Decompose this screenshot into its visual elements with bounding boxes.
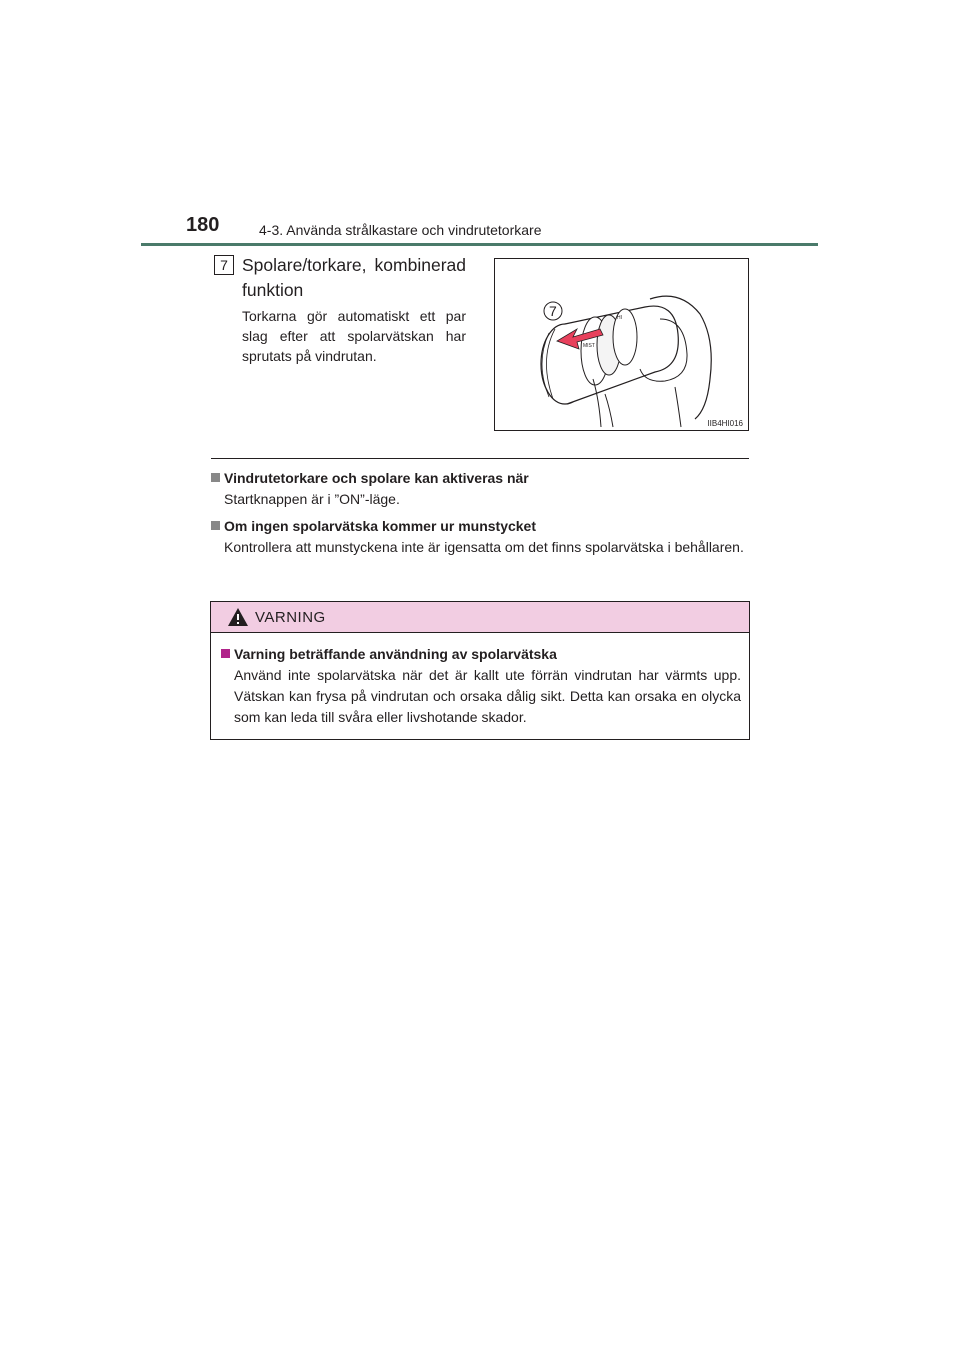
square-bullet-icon — [221, 649, 230, 658]
wiper-lever-illustration — [494, 258, 749, 431]
svg-text:MIST: MIST — [583, 343, 595, 349]
note-heading: Vindrutetorkare och spolare kan aktiveras när — [211, 468, 745, 489]
warning-content — [221, 644, 741, 728]
svg-text:HI: HI — [617, 315, 622, 321]
note-heading: Om ingen spolarvätska kommer ur munstycket — [211, 516, 745, 537]
square-bullet-icon — [211, 473, 220, 482]
note-body: Kontrollera att munstyckena inte är igensatta om det finns spolarvätska i behållaren. — [224, 539, 744, 555]
section-title: 4-3. Använda strålkastare och vindrutetorkare — [259, 222, 542, 238]
illustration-callout: 7 — [549, 303, 557, 319]
header-rule — [141, 243, 818, 246]
item-description: Torkarna gör automatiskt ett par slag efter att spolarvätskan har sprutats på vindrutan. — [242, 308, 466, 364]
warning-header — [211, 602, 749, 633]
item-heading: Spolare/torkare, kombinerad funktion — [242, 255, 466, 300]
section-divider — [211, 458, 749, 459]
page-number: 180 — [186, 214, 220, 236]
warning-title: VARNING — [255, 609, 326, 626]
item-number-badge: 7 — [214, 255, 234, 275]
illustration-code: IIB4HI016 — [707, 419, 743, 428]
note-body: Startknappen är i ”ON”-läge. — [224, 491, 400, 507]
square-bullet-icon — [211, 521, 220, 530]
warning-box — [210, 601, 750, 740]
warning-triangle-icon — [227, 607, 249, 627]
hand-on-lever-drawing — [495, 259, 748, 430]
warning-heading: Varning beträffande användning av spolarvätska — [221, 644, 741, 665]
note-activation — [211, 468, 745, 510]
note-no-fluid — [211, 516, 745, 558]
warning-body: Använd inte spolarvätska när det är kallt ute förrän vindrutan har värmts upp. Vätskan kan frysa på vindrutan och orsaka dålig sikt. Detta kan orsaka en olycka som kan leda till svåra eller livshotande skador. — [234, 667, 741, 725]
